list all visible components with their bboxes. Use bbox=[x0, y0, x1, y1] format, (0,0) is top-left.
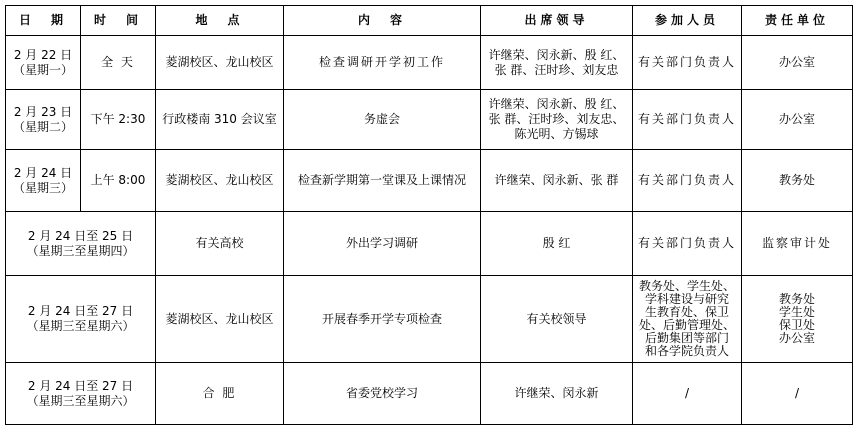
table-row bbox=[6, 363, 853, 425]
content-cell: 省委党校学习 bbox=[284, 363, 481, 425]
leaders-cell: 许继荣、闵永新、张 群 bbox=[481, 150, 633, 212]
content-cell: 检查调研开学初工作 bbox=[284, 36, 481, 90]
place-cell: 有关高校 bbox=[156, 212, 284, 276]
leaders-cell: 许继荣、闵永新、殷 红、 张 群、汪时珍、刘友忠 bbox=[481, 36, 633, 90]
attendees-cell: 有关部门负责人 bbox=[633, 90, 742, 150]
attendees-cell: 有关部门负责人 bbox=[633, 212, 742, 276]
header-attendees: 参加人员 bbox=[633, 6, 742, 36]
attendees-cell: 教务处、学生处、 学科建设与研究 生教育处、保卫 处、后勤管理处、 后勤集团等部门 和各学院负责人 bbox=[633, 276, 742, 363]
header-time: 时 间 bbox=[81, 6, 156, 36]
time-cell: 全 天 bbox=[81, 36, 156, 90]
unit-cell: 教务处 bbox=[742, 150, 853, 212]
leaders-cell: 许继荣、闵永新、殷 红、 张 群、汪时珍、刘友忠、 陈光明、方锡球 bbox=[481, 90, 633, 150]
unit-cell: 办公室 bbox=[742, 36, 853, 90]
table-row bbox=[6, 212, 853, 276]
content-cell: 开展春季开学专项检查 bbox=[284, 276, 481, 363]
header-row bbox=[6, 6, 853, 36]
header-unit: 责任单位 bbox=[742, 6, 853, 36]
unit-cell: 办公室 bbox=[742, 90, 853, 150]
header-leaders: 出席领导 bbox=[481, 6, 633, 36]
header-date: 日 期 bbox=[6, 6, 81, 36]
attendees-cell: / bbox=[633, 363, 742, 425]
attendees-cell: 有关部门负责人 bbox=[633, 36, 742, 90]
date-cell: 2 月 24 日至 27 日 （星期三至星期六） bbox=[6, 276, 156, 363]
date-cell: 2 月 24 日至 25 日 （星期三至星期四） bbox=[6, 212, 156, 276]
leaders-cell: 殷 红 bbox=[481, 212, 633, 276]
content-cell: 外出学习调研 bbox=[284, 212, 481, 276]
content-cell: 检查新学期第一堂课及上课情况 bbox=[284, 150, 481, 212]
place-cell: 菱湖校区、龙山校区 bbox=[156, 276, 284, 363]
date-cell: 2 月 23 日 （星期二） bbox=[6, 90, 81, 150]
schedule-table bbox=[5, 5, 853, 425]
time-cell: 下午 2:30 bbox=[81, 90, 156, 150]
date-cell: 2 月 22 日 （星期一） bbox=[6, 36, 81, 90]
date-cell: 2 月 24 日至 27 日 （星期三至星期六） bbox=[6, 363, 156, 425]
place-cell: 合 肥 bbox=[156, 363, 284, 425]
table-row bbox=[6, 276, 853, 363]
place-cell: 行政楼南 310 会议室 bbox=[156, 90, 284, 150]
content-cell: 务虚会 bbox=[284, 90, 481, 150]
unit-cell: 教务处 学生处 保卫处 办公室 bbox=[742, 276, 853, 363]
attendees-cell: 有关部门负责人 bbox=[633, 150, 742, 212]
leaders-cell: 许继荣、闵永新 bbox=[481, 363, 633, 425]
unit-cell: 监察审计处 bbox=[742, 212, 853, 276]
place-cell: 菱湖校区、龙山校区 bbox=[156, 150, 284, 212]
table-row bbox=[6, 150, 853, 212]
table-row bbox=[6, 36, 853, 90]
time-cell: 上午 8:00 bbox=[81, 150, 156, 212]
place-cell: 菱湖校区、龙山校区 bbox=[156, 36, 284, 90]
table-row bbox=[6, 90, 853, 150]
leaders-cell: 有关校领导 bbox=[481, 276, 633, 363]
header-content: 内 容 bbox=[284, 6, 481, 36]
header-place: 地 点 bbox=[156, 6, 284, 36]
date-cell: 2 月 24 日 （星期三） bbox=[6, 150, 81, 212]
unit-cell: / bbox=[742, 363, 853, 425]
